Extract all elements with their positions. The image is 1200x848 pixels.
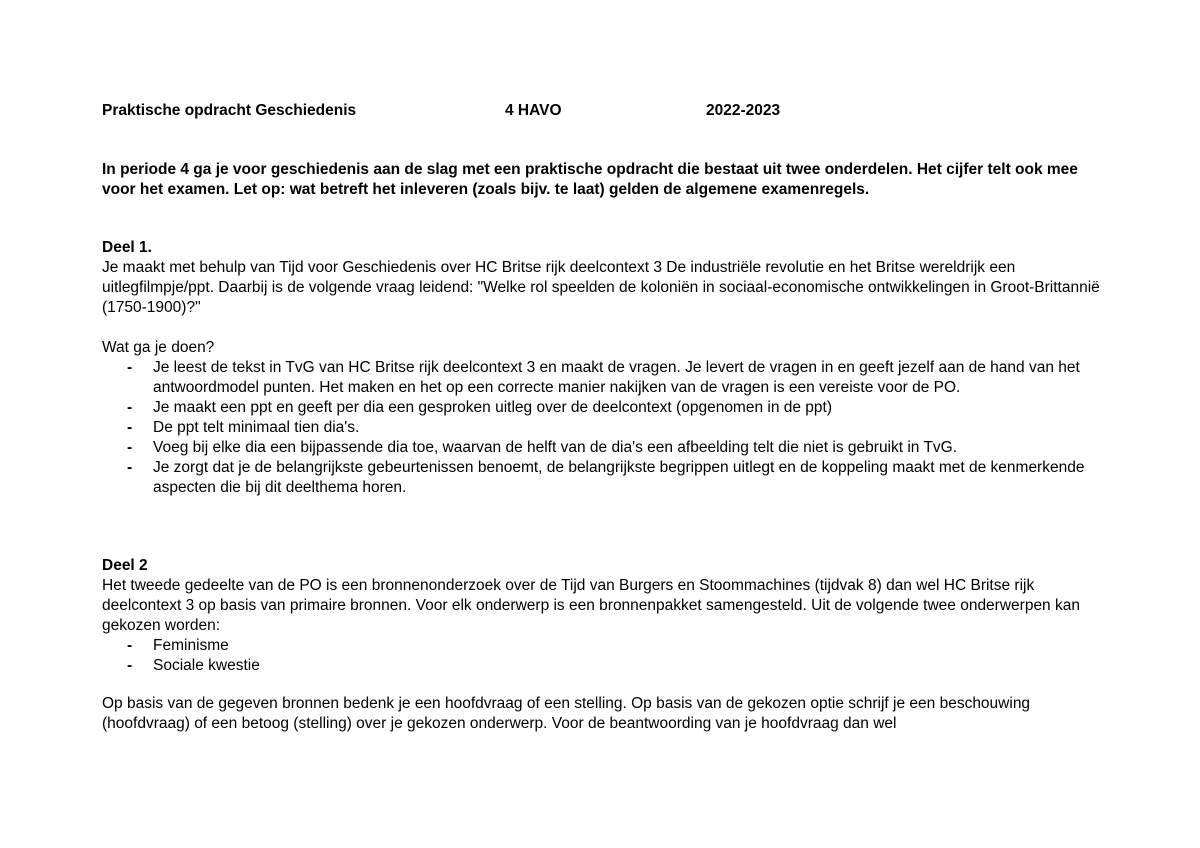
dash-bullet: -	[127, 657, 133, 674]
section-text: Je maakt met behulp van Tijd voor Geschiedenis over HC Britse rijk deelcontext 3 De industriële revolutie en het Britse wereldrijk een uitlegfilmpje/ppt. Daarbij is de volgende vraag leidend: "Welke rol speelden de koloniën in sociaal-economische ontwikkelingen in Groot-Brittannië (1750-1900)?"	[102, 259, 1100, 316]
intro-paragraph: In periode 4 ga je voor geschiedenis aan de slag met een praktische opdracht die bestaat uit twee onderdelen. Het cijfer telt ook mee voor het examen. Let op: wat betreft het inleveren (zoals bijv. te laat) gelden de algemene examenregels.	[102, 161, 1078, 198]
section-heading: Deel 2	[102, 557, 148, 574]
list-item: - Je leest de tekst in TvG van HC Britse rijk deelcontext 3 en maakt de vragen. Je levert de vragen in en geeft jezelf aan de hand van het antwoordmodel punten. Het maken en het op een correcte manier nakijken van de vragen is een vereiste voor de PO.	[127, 359, 1080, 396]
dash-bullet: -	[127, 439, 133, 456]
dash-bullet: -	[127, 637, 133, 654]
section-deel-2	[102, 556, 1102, 676]
dash-bullet: -	[127, 459, 133, 476]
task-list-section	[102, 338, 1102, 498]
dash-bullet: -	[127, 399, 133, 416]
section-heading: Deel 1.	[102, 239, 152, 256]
closing-paragraph-section	[102, 694, 1102, 734]
closing-paragraph: Op basis van de gegeven bronnen bedenk je een hoofdvraag of een stelling. Op basis van de gekozen optie schrijf je een beschouwing (hoofdvraag) of een betoog (stelling) over je gekozen onderwerp. Voor de beantwoording van je hoofdvraag dan wel	[102, 695, 1031, 732]
list-item: - De ppt telt minimaal tien dia's.	[127, 419, 360, 436]
class-level: 4 HAVO	[505, 102, 562, 119]
document-title: Praktische opdracht Geschiedenis	[102, 102, 357, 119]
school-year: 2022-2023	[706, 102, 781, 119]
task-question: Wat ga je doen?	[102, 339, 215, 356]
list-item: - Je maakt een ppt en geeft per dia een gesproken uitleg over de deelcontext (opgenomen in de ppt)	[127, 399, 833, 416]
section-deel-1	[102, 238, 1102, 318]
task-list	[102, 358, 1102, 498]
list-item: - Sociale kwestie	[127, 657, 260, 674]
dash-bullet: -	[127, 419, 133, 436]
list-item: - Je zorgt dat je de belangrijkste gebeurtenissen benoemt, de belangrijkste begrippen uitlegt en de koppeling maakt met de kenmerkende aspecten die bij dit deelthema horen.	[127, 459, 1085, 496]
topic-list	[102, 636, 1102, 676]
list-item: - Voeg bij elke dia een bijpassende dia toe, waarvan de helft van de dia's een afbeelding telt die niet is gebruikt in TvG.	[127, 439, 958, 456]
section-text: Het tweede gedeelte van de PO is een bronnenonderzoek over de Tijd van Burgers en Stoommachines (tijdvak 8) dan wel HC Britse rijk deelcontext 3 op basis van primaire bronnen. Voor elk onderwerp is een bronnenpakket samengesteld. Uit de volgende twee onderwerpen kan gekozen worden:	[102, 577, 1080, 634]
document-page	[102, 0, 1102, 848]
dash-bullet: -	[127, 359, 133, 376]
list-item: - Feminisme	[127, 637, 229, 654]
